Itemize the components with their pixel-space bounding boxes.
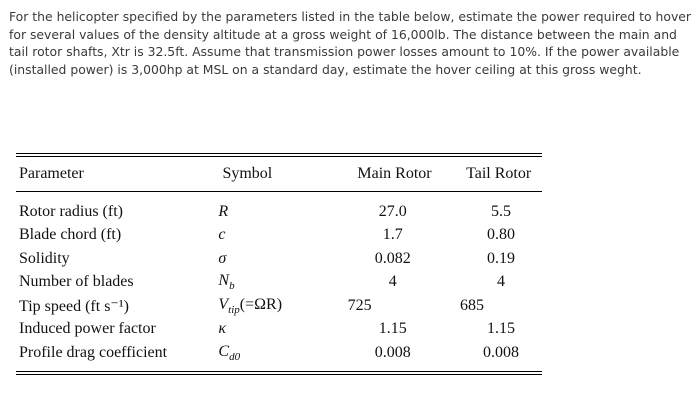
- row-main-value: 1.7: [382, 226, 403, 244]
- row-symbol: [218, 247, 325, 271]
- row-main-value: 27.0: [378, 202, 407, 220]
- row-symbol: [218, 271, 325, 295]
- row-symbol: [218, 200, 325, 224]
- row-symbol: [218, 341, 325, 365]
- table-row: [16, 318, 542, 342]
- row-parameter: Tip speed (ft s⁻¹): [19, 297, 129, 315]
- rotor-parameters-table: [16, 153, 542, 375]
- row-tail-value: 0.19: [486, 249, 515, 267]
- row-main-value: 0.082: [374, 249, 411, 267]
- symbol-text: σ: [218, 249, 227, 267]
- header-parameter: Parameter: [19, 165, 84, 182]
- row-tail-value: 0.008: [482, 343, 519, 361]
- row-symbol: [218, 294, 325, 318]
- row-tail-value: 1.15: [486, 320, 515, 338]
- row-parameter: Induced power factor: [19, 320, 156, 338]
- symbol-text: c: [218, 226, 226, 244]
- table-row: [16, 247, 542, 271]
- header-symbol: Symbol: [222, 165, 273, 182]
- row-parameter: Solidity: [19, 249, 70, 267]
- row-parameter: Rotor radius (ft): [19, 202, 123, 220]
- row-main-value: 0.008: [374, 343, 411, 361]
- table-row: [16, 271, 542, 295]
- row-parameter: Blade chord (ft): [19, 226, 122, 244]
- table-row: [16, 224, 542, 248]
- header-main-rotor: Main Rotor: [357, 165, 432, 182]
- symbol-text: $V_{tip}(=\Omega R)$: [218, 295, 283, 316]
- symbol-text: $C_{d0}$: [218, 342, 241, 363]
- symbol-text: κ: [218, 320, 227, 338]
- problem-statement: For the helicopter specified by the parameters listed in the table below, estimate the power required to hover for several values of the density altitude at a gross weight of 16,000lb. The distance between the main and tail rotor shafts, Xtr is 32.5ft. Assume that transmission power losses amount to 10%. If the power available (installed power) is 3,000hp at MSL on a standard day, estimate the hover ceiling at this gross weght.: [9, 9, 692, 77]
- row-main-value: 1.15: [378, 320, 407, 338]
- table-bottom-rule: [16, 371, 542, 375]
- table-row: [16, 200, 542, 224]
- row-tail-value: 0.80: [486, 226, 515, 244]
- row-symbol: [218, 224, 325, 248]
- header-tail-rotor: Tail Rotor: [466, 165, 532, 182]
- row-main-value: 725: [347, 296, 372, 314]
- row-tail-value: 685: [459, 296, 484, 314]
- row-parameter: Number of blades: [19, 273, 134, 291]
- table-header-row: [16, 157, 542, 191]
- row-symbol: [218, 318, 325, 342]
- symbol-text: $N_b$: [218, 272, 235, 293]
- row-tail-value: 4: [496, 273, 505, 291]
- symbol-text: R: [218, 202, 229, 220]
- row-parameter: Profile drag coefficient: [19, 343, 168, 361]
- row-tail-value: 5.5: [490, 202, 511, 220]
- row-main-value: 4: [388, 273, 397, 291]
- table-row: [16, 341, 542, 365]
- table-row: [16, 294, 542, 318]
